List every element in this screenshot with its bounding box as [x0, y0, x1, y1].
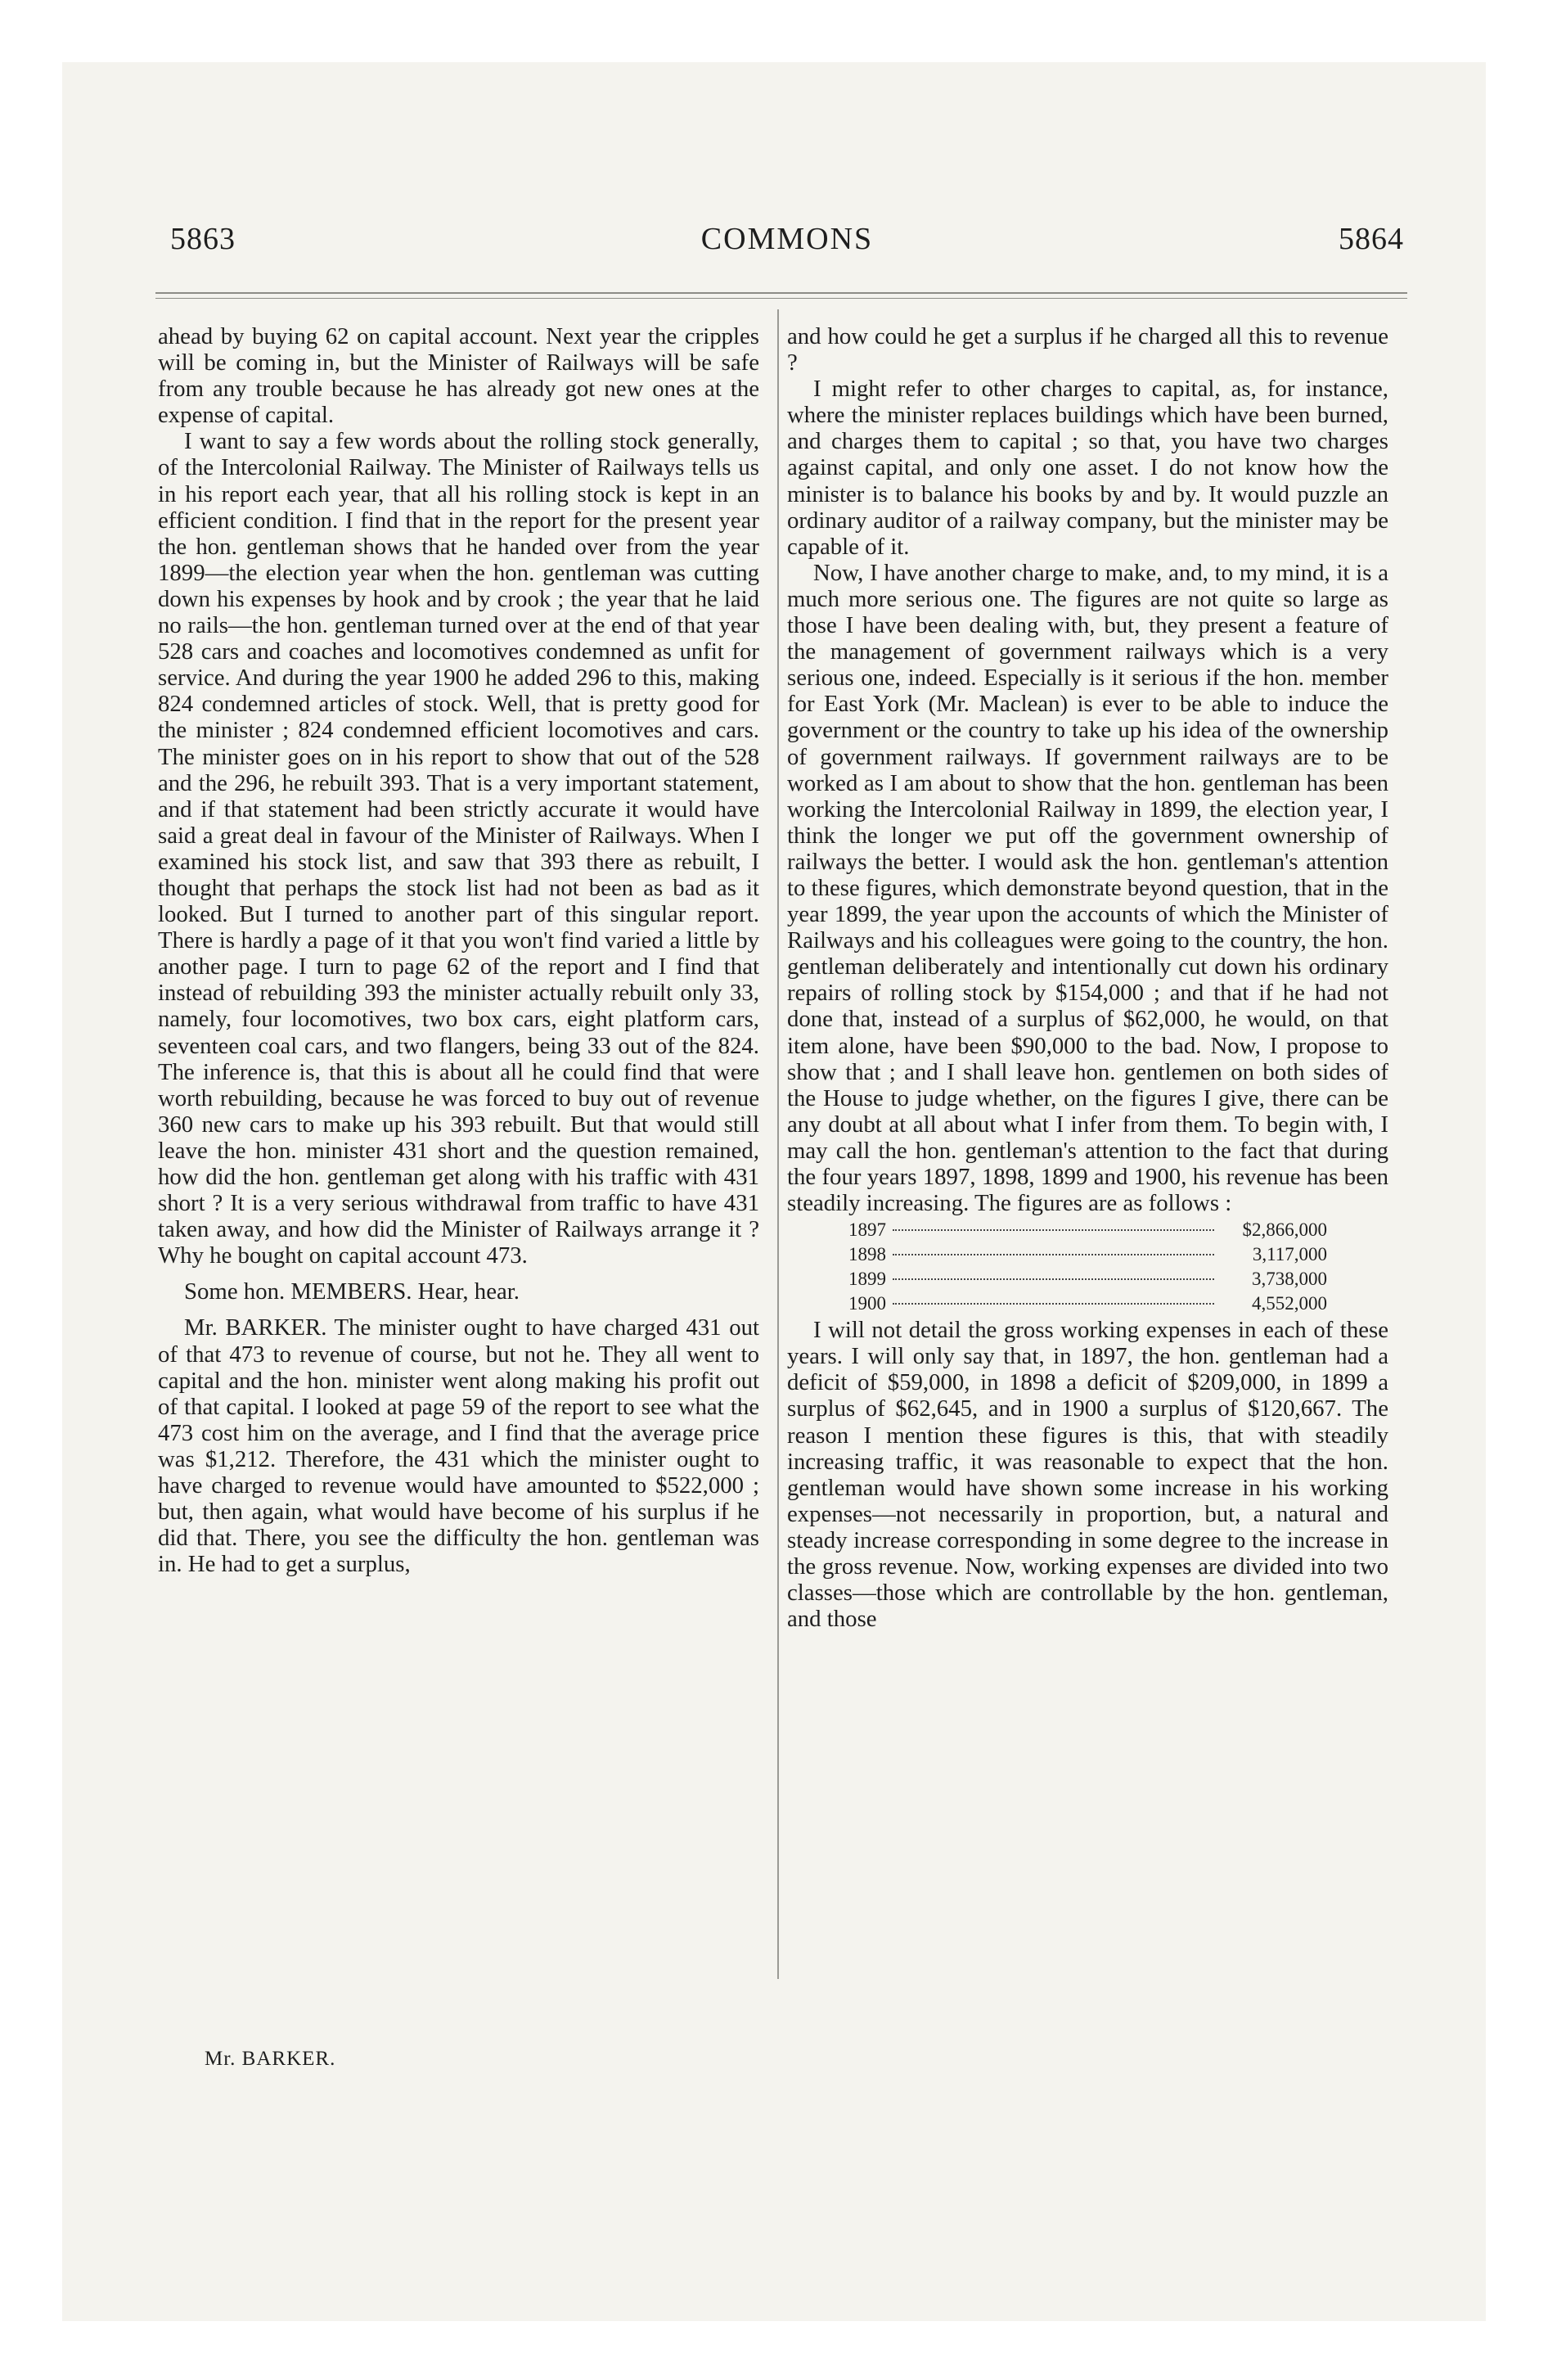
table-year: 1900: [848, 1293, 886, 1314]
table-row: [848, 1218, 1327, 1242]
revenue-table: [848, 1218, 1327, 1316]
left-column: [158, 323, 759, 1577]
header-rule-thin: [155, 298, 1407, 299]
paragraph: I want to say a few words about the rolling stock generally, of the Intercolonial Railway. The Minister of Railways tells us in his report each year, that all his rolling stock is kept in an efficient condition. I find that in the report for the present year the hon. gentleman shows that he handed over from the year 1899—the election year when the hon. gentleman was cutting down his expenses by hook and by crook ; the year that he laid no rails—the hon. gentleman turned over at the end of that year 528 cars and coaches and locomotives condemned as unfit for service. And during the year 1900 he added 296 to this, making 824 condemned articles of stock. Well, that is pretty good for the minister ; 824 condemned efficient locomotives and cars. The minister goes on in his report to show that out of the 528 and the 296, he rebuilt 393. That is a very important statement, and if that statement had been strictly accurate it would have said a great deal in favour of the Minister of Railways. When I examined his stock list, and saw that 393 there as rebuilt, I thought that perhaps the stock list had not been as bad as it looked. But I turned to another part of this singular report. There is hardly a page of it that you won't find varied a little by another page. I turn to page 62 of the report and I find that instead of rebuilding 393 the minister actually rebuilt only 33, namely, four locomotives, two box cars, eight platform cars, seventeen coal cars, and two flangers, being 33 out of the 824. The inference is, that this is about all he could find that were worth rebuilding, because he was forced to buy out of revenue 360 new cars to make up his 393 rebuilt. But that would still leave the hon. minister 431 short and the question remained, how did the hon. gentleman get along with his traffic with 431 short ? It is a very serious withdrawal from traffic to have 431 taken away, and how did the Minister of Railways arrange it ? Why he bought on capital account 473.: [158, 428, 759, 1269]
page-header: [170, 221, 1404, 262]
table-year: 1899: [848, 1269, 886, 1290]
paragraph: ahead by buying 62 on capital account. Next year the cripples will be coming in, but the Minister of Railways will be safe from any trouble because he has already got new ones at the expense of capital.: [158, 323, 759, 429]
paragraph: and how could he get a surplus if he charged all this to revenue ?: [787, 323, 1388, 376]
table-amount: 4,552,000: [1252, 1293, 1327, 1314]
speaker-interjection: Some hon. MEMBERS. Hear, hear.: [184, 1278, 520, 1305]
table-amount: 3,117,000: [1252, 1244, 1327, 1265]
dot-leader: [893, 1303, 1214, 1305]
table-row: [848, 1242, 1327, 1267]
table-row: [848, 1267, 1327, 1291]
header-rule: [155, 292, 1407, 294]
column-divider: [777, 309, 779, 1979]
right-column: [787, 323, 1388, 1632]
dot-leader: [893, 1229, 1214, 1231]
table-amount: $2,866,000: [1242, 1219, 1327, 1241]
paragraph: I will not detail the gross working expenses in each of these years. I will only say that, in 1897, the hon. gentleman had a deficit of $59,000, in 1898 a deficit of $209,000, in 1899 a surplus of $62,645, and in 1900 a surplus of $120,667. The reason I mention these figures is this, that with steadily increasing traffic, it was reasonable to expect that the hon. gentleman would have shown some increase in his working expenses—not necessarily in proportion, but, a natural and steady increase corresponding in some degree to the increase in the gross revenue. Now, working expenses are divided into two classes—those which are controllable by the hon. gentleman, and those: [787, 1317, 1388, 1633]
table-amount: 3,738,000: [1252, 1269, 1327, 1290]
page-number-left: 5863: [170, 222, 236, 256]
paragraph: Mr. BARKER. The minister ought to have charged 431 out of that 473 to revenue of course, but not he. They all went to capital and the hon. minister went along making his profit out of that capital. I looked at page 59 of the report to see what the 473 cost him on the average, and I find that the average price was $1,212. Therefore, the 431 which the minister ought to have charged to revenue would have amounted to $522,000 ; but, then again, what would have become of his surplus if he did that. There, you see the difficulty the hon. gentleman was in. He had to get a surplus,: [158, 1314, 759, 1578]
table-year: 1897: [848, 1219, 886, 1241]
table-year: 1898: [848, 1244, 886, 1265]
page-footer-speaker: Mr. BARKER.: [205, 2048, 336, 2070]
paragraph: Now, I have another charge to make, and, to my mind, it is a much more serious one. The figures are not quite so large as those I have been dealing with, but, they present a feature of the management of government railways which is a very serious one, indeed. Especially is it serious if the hon. member for East York (Mr. Maclean) is ever to be able to induce the government or the country to take up his idea of the ownership of government railways. If government railways are to be worked as I am about to show that the hon. gentleman has been working the Intercolonial Railway in 1899, the election year, I think the longer we put off the government ownership of railways the better. I would ask the hon. gentleman's attention to these figures, which demonstrate beyond question, that in the year 1899, the year upon the accounts of which the Minister of Railways and his colleagues were going to the country, the hon. gentleman deliberately and intentionally cut down his ordinary repairs of rolling stock by $154,000 ; and that if he had not done that, instead of a surplus of $62,000, he would, on that item alone, have been $90,000 to the bad. Now, I propose to show that ; and I shall leave hon. gentlemen on both sides of the House to judge whether, on the figures I give, there can be any doubt at all about what I infer from them. To begin with, I may call the hon. gentleman's attention to the fact that during the four years 1897, 1898, 1899 and 1900, his revenue has been steadily increasing. The figures are as follows :: [787, 559, 1388, 1217]
paragraph: I might refer to other charges to capital, as, for instance, where the minister replaces buildings which have been burned, and charges them to capital ; so that, you have two charges against capital, and only one asset. I do not know how the minister is to balance his books by and by. It would puzzle an ordinary auditor of a railway company, but the minister may be capable of it.: [787, 376, 1388, 560]
running-title: COMMONS: [700, 222, 874, 256]
dot-leader: [893, 1254, 1214, 1255]
table-row: [848, 1291, 1327, 1316]
dot-leader: [893, 1278, 1214, 1280]
page-number-right: 5864: [1339, 222, 1404, 256]
